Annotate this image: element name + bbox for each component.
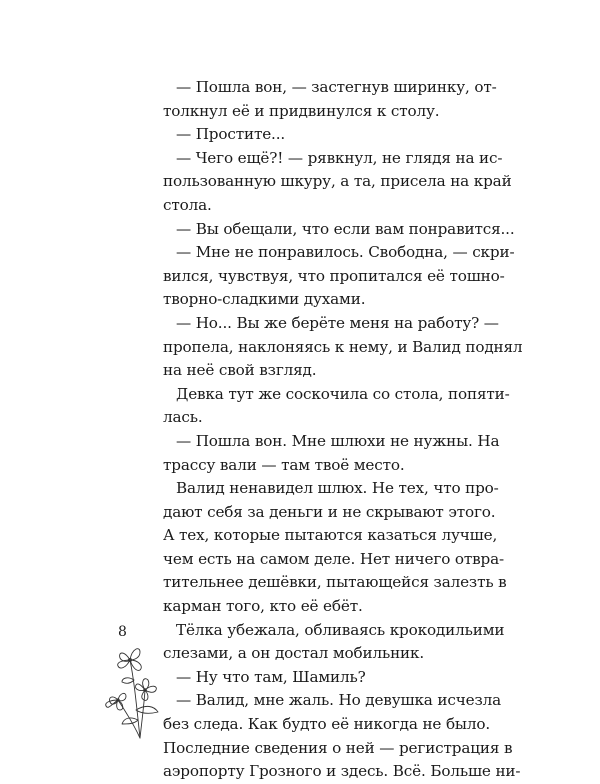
text-line: лась. [163, 408, 203, 427]
text-line: пользованную шкуру, а та, присела на край [163, 172, 512, 191]
text-line: трассу вали — там твоё место. [163, 455, 405, 474]
text-line: — Вы обещали, что если вам понравится... [176, 219, 515, 238]
text-line: без следа. Как будто её никогда не было. [163, 715, 491, 734]
text-line: творно-сладкими духами. [163, 290, 366, 309]
text-line: дают себя за деньги и не скрывают этого. [163, 502, 496, 521]
text-line: тительнее дешёвки, пытающейся залезть в [163, 573, 507, 592]
text-line: стола. [163, 195, 212, 214]
text-line: на неё свой взгляд. [163, 361, 317, 380]
text-line: — Простите... [176, 125, 286, 144]
text-line: вился, чувствуя, что пропитался её тошно- [163, 266, 505, 285]
text-line: — Но... Вы же берёте меня на работу? — [176, 313, 499, 332]
text-line: — Мне не понравилось. Свободна, — скри- [176, 243, 515, 262]
text-line: карман того, кто её ебёт. [163, 597, 363, 616]
text-line: толкнул её и придвинулся к столу. [163, 101, 440, 120]
flower-ornament-icon [100, 640, 180, 740]
text-line: — Пошла вон. Мне шлюхи не нужны. На [176, 431, 500, 450]
text-line: — Чего ещё?! — рявкнул, не глядя на ис- [176, 148, 503, 167]
text-line: Последние сведения о ней — регистрация в [163, 738, 513, 757]
text-line: аэропорту Грозного и здесь. Всё. Больше ни- [163, 762, 521, 781]
text-line: чем есть на самом деле. Нет ничего отвра- [163, 549, 504, 568]
text-line: — Валид, мне жаль. Но девушка исчезла [176, 691, 501, 710]
text-line: Валид ненавидел шлюх. Не тех, что про- [176, 479, 499, 498]
page-number: 8 [118, 624, 127, 640]
text-line: — Ну что там, Шамиль? [176, 667, 366, 686]
text-line: Тёлка убежала, обливаясь крокодильими [176, 620, 505, 639]
text-line: пропела, наклоняясь к нему, и Валид поднял [163, 337, 523, 356]
body-text [163, 76, 523, 784]
text-line: Девка тут же соскочила со стола, попяти- [176, 384, 510, 403]
text-line: — Пошла вон, — застегнув ширинку, от- [176, 78, 497, 96]
text-line: А тех, которые пытаются казаться лучше, [163, 526, 498, 545]
text-line: слезами, а он достал мобильник. [163, 644, 425, 663]
